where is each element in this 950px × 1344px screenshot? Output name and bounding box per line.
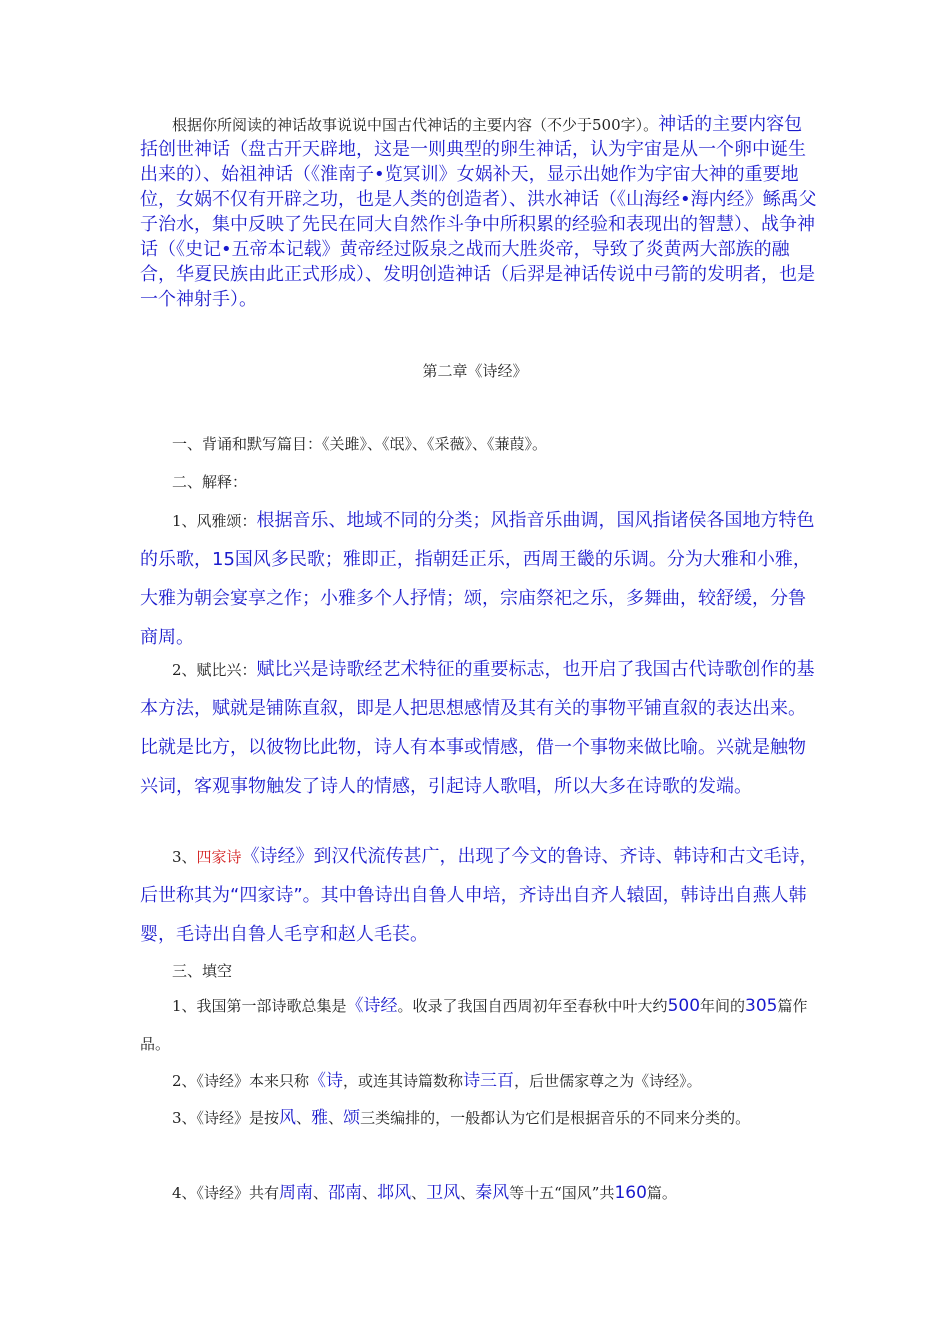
- fill-text: ，后世儒家尊之为《诗经》。: [514, 1072, 702, 1090]
- explain-text: 《诗经》到汉代流传甚广，出现了今文的鲁诗、齐诗、韩诗和古文毛诗，后世称其为“四家诗”。其中鲁诗出自鲁人申培，齐诗出自齐人辕固，韩诗出自燕人韩婴，毛诗出自鲁人毛亨和赵人毛苌。: [140, 846, 818, 945]
- explain-item-2: [140, 651, 820, 807]
- explain-item-1: [140, 502, 820, 658]
- intro-question: 根据你所阅读的神话故事说说中国古代神话的主要内容（不少于500字）。: [172, 116, 659, 134]
- fill-answer: 周南: [279, 1183, 314, 1203]
- fill-text: ，或连其诗篇数称: [343, 1072, 464, 1090]
- fill-answer: 160: [614, 1183, 647, 1203]
- fill-text: 、: [296, 1109, 312, 1127]
- fill-answer: 颂: [343, 1108, 361, 1128]
- fill-text: 1、我国第一部诗歌总集是: [172, 997, 347, 1015]
- fill-text: 、: [328, 1109, 344, 1127]
- fill-item-1: [140, 988, 820, 1064]
- explain-label: 3、: [172, 848, 197, 866]
- fill-answer: 诗三百: [463, 1071, 515, 1091]
- explain-text: 赋比兴是诗歌经艺术特征的重要标志，也开启了我国古代诗歌创作的基本方法，赋就是铺陈直叙，即是人把思想感情及其有关的事物平铺直叙的表达出来。比就是比方，以彼物比此物，诗人有本事或情感，借一个事物来做比喻。兴就是触物兴词，客观事物触发了诗人的情感，引起诗人歌唱，所以大多在诗歌的发端。: [140, 659, 815, 797]
- fill-answer: 雅: [311, 1108, 329, 1128]
- fill-text: 、: [460, 1184, 476, 1202]
- fill-text: 篇。: [646, 1184, 677, 1202]
- chapter-title: 第二章《诗经》: [422, 362, 528, 380]
- fill-answer: 305: [745, 996, 778, 1016]
- explain-label: 2、赋比兴：: [172, 661, 257, 679]
- fill-answer: 500: [667, 996, 701, 1016]
- fill-text: 4、《诗经》共有: [172, 1184, 280, 1202]
- intro-answer: 神话的主要内容包括创世神话（盘古开天辟地，这是一则典型的卵生神话，认为宇宙是从一个卵中诞生出来的）、始祖神话（《淮南子•览冥训》女娲补天，显示出她作为宇宙大神的重要地位，女娲不仅有开辟之功，也是人类的创造者）、洪水神话（《山海经•海内经》鲧禹父子治水，集中反映了先民在同大自然作斗争中所积累的经验和表现出的智慧）、战争神话（《史记•五帝本记载》黄帝经过阪泉之战而大胜炎帝，导致了炎黄两大部族的融合，华夏民族由此正式形成）、发明创造神话（后羿是神话传说中弓箭的发明者，也是一个神射手）。: [140, 114, 817, 310]
- fill-answer: 秦风: [475, 1183, 510, 1203]
- fill-text: 、: [313, 1184, 329, 1202]
- explain-item-3: [140, 838, 820, 955]
- fill-text: 等十五“国风”共: [509, 1184, 615, 1202]
- explain-text: 根据音乐、地域不同的分类；风指音乐曲调，国风指诸侯各国地方特色的乐歌，15国风多民歌；雅即正，指朝廷正乐，西周王畿的乐调。分为大雅和小雅，大雅为朝会宴享之作；小雅多个人抒情；颂，宗庙祭祀之乐，多舞曲，较舒缓，分鲁商周。: [140, 510, 815, 648]
- fill-text: 、: [362, 1184, 378, 1202]
- fill-answer: 风: [279, 1108, 297, 1128]
- fill-text: 3、《诗经》是按: [172, 1109, 280, 1127]
- fill-item-2: [140, 1063, 820, 1101]
- fill-answer: 《诗: [309, 1071, 344, 1091]
- fill-text: 三类编排的，一般都认为它们是根据音乐的不同来分类的。: [360, 1109, 751, 1127]
- fill-answer: 邶风: [377, 1183, 412, 1203]
- fill-text: 、: [411, 1184, 427, 1202]
- section3-heading: 三、填空: [172, 962, 233, 980]
- fill-answer: 邵南: [328, 1183, 363, 1203]
- fill-item-3: [140, 1100, 820, 1138]
- fill-item-4: [140, 1175, 820, 1213]
- section1-recite: 一、背诵和默写篇目：《关雎》、《氓》、《采薇》、《蒹葭》。: [172, 435, 548, 453]
- explain-term-red: 四家诗: [196, 848, 242, 866]
- fill-answer: 《诗经: [346, 996, 398, 1016]
- section2-heading: 二、解释：: [172, 473, 248, 491]
- fill-text: 年间的: [700, 997, 746, 1015]
- fill-answer: 卫风: [426, 1183, 461, 1203]
- explain-label: 1、风雅颂：: [172, 512, 257, 530]
- intro-paragraph: [140, 113, 820, 313]
- fill-text: 2、《诗经》本来只称: [172, 1072, 310, 1090]
- fill-text: 篇作品。: [140, 997, 808, 1053]
- fill-text: 。收录了我国自西周初年至春秋中叶大约: [397, 997, 668, 1015]
